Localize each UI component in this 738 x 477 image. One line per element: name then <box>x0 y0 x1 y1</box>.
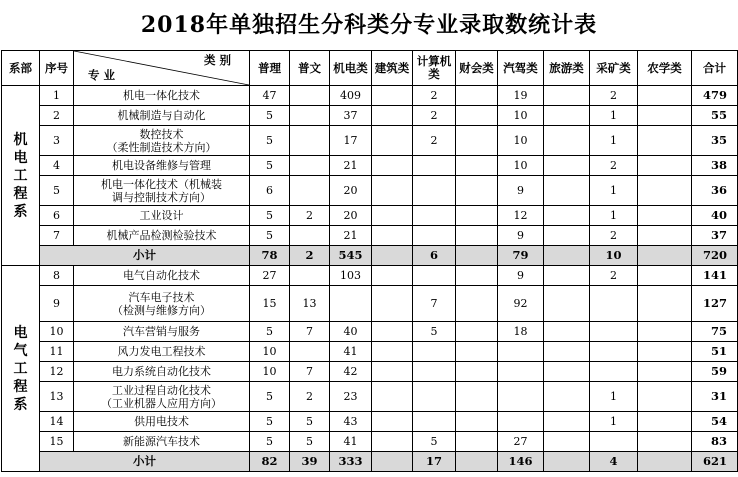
count-cell: 10 <box>498 126 544 156</box>
subtotal-cell: 39 <box>290 452 330 472</box>
count-cell <box>456 286 498 322</box>
header-col: 建筑类 <box>372 51 413 86</box>
count-cell: 1 <box>590 382 638 412</box>
table-row <box>2 432 738 452</box>
table-row <box>2 176 738 206</box>
subtotal-cell: 17 <box>413 452 456 472</box>
count-cell <box>372 342 413 362</box>
count-cell: 42 <box>330 362 372 382</box>
total-cell: 75 <box>692 322 738 342</box>
count-cell: 10 <box>250 362 290 382</box>
count-cell: 9 <box>498 266 544 286</box>
total-cell: 36 <box>692 176 738 206</box>
table-row <box>2 322 738 342</box>
subtotal-cell <box>372 452 413 472</box>
subtotal-cell: 78 <box>250 246 290 266</box>
major-line: 工业过程自动化技术 <box>112 383 211 397</box>
count-cell: 10 <box>498 156 544 176</box>
count-cell <box>456 432 498 452</box>
count-cell <box>498 382 544 412</box>
seq-cell: 15 <box>40 432 74 452</box>
subtotal-total-cell: 621 <box>692 452 738 472</box>
seq-cell: 11 <box>40 342 74 362</box>
seq-cell: 4 <box>40 156 74 176</box>
count-cell: 2 <box>290 206 330 226</box>
header-col: 机电类 <box>330 51 372 86</box>
count-cell: 5 <box>413 432 456 452</box>
count-cell <box>590 432 638 452</box>
header-col: 财会类 <box>456 51 498 86</box>
subtotal-cell <box>544 246 590 266</box>
subtotal-cell: 4 <box>590 452 638 472</box>
count-cell <box>638 176 692 206</box>
count-cell <box>456 382 498 412</box>
count-cell <box>544 206 590 226</box>
major-line: 机电一体化技术（机械装 <box>101 177 222 191</box>
major-line: 供用电技术 <box>134 415 189 428</box>
count-cell: 23 <box>330 382 372 412</box>
major-cell <box>74 176 250 206</box>
seq-cell: 8 <box>40 266 74 286</box>
count-cell: 1 <box>590 176 638 206</box>
count-cell <box>290 266 330 286</box>
subtotal-row <box>2 452 738 472</box>
count-cell <box>544 176 590 206</box>
count-cell: 5 <box>290 432 330 452</box>
dept-char: 工 <box>13 360 28 377</box>
major-line: （工业机器人应用方向） <box>101 396 222 410</box>
table-row <box>2 206 738 226</box>
count-cell <box>498 362 544 382</box>
total-cell: 141 <box>692 266 738 286</box>
major-cell <box>74 156 250 176</box>
seq-cell: 6 <box>40 206 74 226</box>
header-col: 普理 <box>250 51 290 86</box>
count-cell <box>413 156 456 176</box>
subtotal-cell: 82 <box>250 452 290 472</box>
count-cell <box>372 432 413 452</box>
count-cell: 5 <box>413 322 456 342</box>
dept-char: 程 <box>13 378 28 395</box>
count-cell <box>413 226 456 246</box>
header-diagonal-cell <box>74 51 250 86</box>
dept-char: 工 <box>13 167 28 184</box>
count-cell <box>456 86 498 106</box>
dept-char: 系 <box>13 203 28 220</box>
major-line: 机电一体化技术 <box>123 89 200 102</box>
count-cell <box>456 322 498 342</box>
count-cell: 6 <box>250 176 290 206</box>
count-cell <box>544 382 590 412</box>
count-cell <box>413 412 456 432</box>
count-cell <box>372 286 413 322</box>
total-cell: 35 <box>692 126 738 156</box>
count-cell <box>638 286 692 322</box>
count-cell: 1 <box>590 206 638 226</box>
table-row <box>2 226 738 246</box>
seq-cell: 5 <box>40 176 74 206</box>
dept-cell <box>2 266 40 472</box>
count-cell: 13 <box>290 286 330 322</box>
count-cell <box>456 266 498 286</box>
dept-char: 程 <box>13 185 28 202</box>
count-cell <box>544 432 590 452</box>
count-cell: 43 <box>330 412 372 432</box>
major-line: 工业设计 <box>139 209 184 222</box>
count-cell: 1 <box>590 126 638 156</box>
major-cell <box>74 266 250 286</box>
header-col: 农学类 <box>638 51 692 86</box>
count-cell <box>638 362 692 382</box>
major-cell <box>74 412 250 432</box>
count-cell <box>372 362 413 382</box>
count-cell: 20 <box>330 206 372 226</box>
count-cell: 20 <box>330 176 372 206</box>
count-cell: 1 <box>590 106 638 126</box>
count-cell <box>638 342 692 362</box>
count-cell: 5 <box>250 432 290 452</box>
major-line: 电力系统自动化技术 <box>112 365 211 378</box>
table-row <box>2 412 738 432</box>
count-cell <box>498 412 544 432</box>
count-cell <box>544 266 590 286</box>
count-cell <box>330 286 372 322</box>
count-cell <box>372 226 413 246</box>
dept-char: 电 <box>13 149 28 166</box>
table-body <box>2 86 738 472</box>
count-cell <box>372 176 413 206</box>
count-cell <box>544 126 590 156</box>
total-cell: 55 <box>692 106 738 126</box>
major-line: 电气自动化技术 <box>123 269 200 282</box>
major-cell <box>74 342 250 362</box>
count-cell: 37 <box>330 106 372 126</box>
subtotal-row <box>2 246 738 266</box>
total-cell: 40 <box>692 206 738 226</box>
count-cell <box>544 322 590 342</box>
count-cell <box>372 126 413 156</box>
header-major-label: 专 业 <box>88 68 116 82</box>
major-line: 风力发电工程技术 <box>117 345 206 358</box>
dept-char: 电 <box>13 324 28 341</box>
major-cell <box>74 86 250 106</box>
count-cell <box>544 106 590 126</box>
count-cell: 7 <box>290 322 330 342</box>
header-col: 普文 <box>290 51 330 86</box>
count-cell: 5 <box>250 322 290 342</box>
count-cell: 21 <box>330 156 372 176</box>
count-cell <box>290 126 330 156</box>
count-cell <box>638 156 692 176</box>
major-line: 机电设备维修与管理 <box>112 159 211 172</box>
seq-cell: 14 <box>40 412 74 432</box>
major-line: （检测与维修方向） <box>112 303 211 317</box>
admission-table <box>1 50 738 472</box>
count-cell: 12 <box>498 206 544 226</box>
count-cell <box>638 382 692 412</box>
count-cell: 5 <box>250 106 290 126</box>
header-dept: 系部 <box>2 51 40 86</box>
seq-cell: 12 <box>40 362 74 382</box>
count-cell <box>590 362 638 382</box>
count-cell: 5 <box>290 412 330 432</box>
header-col: 计算机类 <box>413 51 456 86</box>
count-cell <box>372 266 413 286</box>
table-row <box>2 156 738 176</box>
count-cell <box>638 206 692 226</box>
seq-cell: 9 <box>40 286 74 322</box>
count-cell: 19 <box>498 86 544 106</box>
header-col: 合计 <box>692 51 738 86</box>
count-cell <box>413 266 456 286</box>
subtotal-cell <box>638 452 692 472</box>
count-cell: 17 <box>330 126 372 156</box>
count-cell: 5 <box>250 156 290 176</box>
count-cell: 2 <box>413 106 456 126</box>
major-cell <box>74 226 250 246</box>
count-cell <box>544 412 590 432</box>
major-cell <box>74 432 250 452</box>
count-cell <box>544 362 590 382</box>
major-line: 汽车营销与服务 <box>123 325 200 338</box>
count-cell: 92 <box>498 286 544 322</box>
count-cell <box>372 106 413 126</box>
count-cell: 2 <box>590 156 638 176</box>
count-cell <box>290 176 330 206</box>
subtotal-label: 小计 <box>40 452 250 472</box>
table-row <box>2 266 738 286</box>
subtotal-total-cell: 720 <box>692 246 738 266</box>
subtotal-cell: 146 <box>498 452 544 472</box>
table-row <box>2 106 738 126</box>
count-cell <box>413 362 456 382</box>
header-col: 汽驾类 <box>498 51 544 86</box>
count-cell <box>498 342 544 362</box>
seq-cell: 7 <box>40 226 74 246</box>
count-cell <box>413 342 456 362</box>
major-cell <box>74 106 250 126</box>
count-cell <box>456 206 498 226</box>
subtotal-cell <box>544 452 590 472</box>
total-cell: 479 <box>692 86 738 106</box>
count-cell: 10 <box>498 106 544 126</box>
count-cell <box>638 106 692 126</box>
count-cell <box>290 342 330 362</box>
major-line: 数控技术 <box>139 127 184 141</box>
count-cell: 41 <box>330 342 372 362</box>
count-cell: 47 <box>250 86 290 106</box>
total-cell: 38 <box>692 156 738 176</box>
count-cell <box>638 86 692 106</box>
count-cell: 7 <box>413 286 456 322</box>
count-cell: 1 <box>590 412 638 432</box>
count-cell: 21 <box>330 226 372 246</box>
dept-cell <box>2 86 40 266</box>
major-line: （柔性制造技术方向） <box>106 140 217 154</box>
total-cell: 31 <box>692 382 738 412</box>
count-cell: 27 <box>498 432 544 452</box>
count-cell <box>413 382 456 412</box>
count-cell <box>638 322 692 342</box>
subtotal-cell: 6 <box>413 246 456 266</box>
header-col: 采矿类 <box>590 51 638 86</box>
total-cell: 51 <box>692 342 738 362</box>
count-cell: 40 <box>330 322 372 342</box>
count-cell <box>372 156 413 176</box>
count-cell <box>372 412 413 432</box>
major-line: 汽车电子技术 <box>128 290 195 304</box>
header-col: 旅游类 <box>544 51 590 86</box>
count-cell: 2 <box>590 266 638 286</box>
count-cell <box>413 176 456 206</box>
count-cell: 5 <box>250 206 290 226</box>
count-cell <box>290 86 330 106</box>
major-cell <box>74 322 250 342</box>
count-cell: 10 <box>250 342 290 362</box>
count-cell <box>638 226 692 246</box>
table-row <box>2 382 738 412</box>
table-row <box>2 126 738 156</box>
seq-cell: 2 <box>40 106 74 126</box>
count-cell <box>413 206 456 226</box>
count-cell <box>638 412 692 432</box>
count-cell: 41 <box>330 432 372 452</box>
seq-cell: 10 <box>40 322 74 342</box>
subtotal-cell <box>372 246 413 266</box>
count-cell <box>456 362 498 382</box>
count-cell <box>456 226 498 246</box>
count-cell: 2 <box>413 126 456 156</box>
count-cell: 5 <box>250 226 290 246</box>
count-cell <box>456 176 498 206</box>
count-cell <box>372 322 413 342</box>
count-cell: 2 <box>590 86 638 106</box>
count-cell <box>290 226 330 246</box>
count-cell <box>544 86 590 106</box>
header-category-label: 类 别 <box>203 53 231 67</box>
subtotal-cell <box>456 246 498 266</box>
total-cell: 54 <box>692 412 738 432</box>
header-row <box>2 51 738 86</box>
count-cell: 103 <box>330 266 372 286</box>
count-cell: 27 <box>250 266 290 286</box>
major-cell <box>74 382 250 412</box>
count-cell <box>638 266 692 286</box>
subtotal-cell: 10 <box>590 246 638 266</box>
count-cell <box>290 106 330 126</box>
major-line: 机械制造与自动化 <box>117 109 206 122</box>
seq-cell: 13 <box>40 382 74 412</box>
count-cell: 409 <box>330 86 372 106</box>
count-cell <box>456 156 498 176</box>
count-cell <box>290 156 330 176</box>
subtotal-cell: 545 <box>330 246 372 266</box>
count-cell: 5 <box>250 126 290 156</box>
count-cell: 7 <box>290 362 330 382</box>
dept-char: 气 <box>13 342 28 359</box>
dept-char: 机 <box>13 131 28 148</box>
total-cell: 83 <box>692 432 738 452</box>
count-cell <box>544 156 590 176</box>
count-cell <box>638 432 692 452</box>
major-line: 机械产品检测检验技术 <box>106 229 217 242</box>
count-cell <box>456 106 498 126</box>
table-row <box>2 286 738 322</box>
count-cell <box>590 322 638 342</box>
count-cell <box>544 226 590 246</box>
count-cell <box>638 126 692 156</box>
subtotal-cell: 333 <box>330 452 372 472</box>
total-cell: 59 <box>692 362 738 382</box>
total-cell: 37 <box>692 226 738 246</box>
seq-cell: 3 <box>40 126 74 156</box>
subtotal-label: 小计 <box>40 246 250 266</box>
count-cell: 2 <box>413 86 456 106</box>
count-cell <box>456 126 498 156</box>
subtotal-cell <box>638 246 692 266</box>
count-cell: 15 <box>250 286 290 322</box>
subtotal-cell: 2 <box>290 246 330 266</box>
major-cell <box>74 362 250 382</box>
seq-cell: 1 <box>40 86 74 106</box>
count-cell: 2 <box>290 382 330 412</box>
subtotal-cell <box>456 452 498 472</box>
table-row <box>2 362 738 382</box>
major-line: 调与控制技术方向） <box>112 190 211 204</box>
page-title: 2018年单独招生分科类分专业录取数统计表 <box>140 12 598 38</box>
count-cell: 5 <box>250 382 290 412</box>
major-cell <box>74 126 250 156</box>
count-cell <box>372 382 413 412</box>
count-cell: 5 <box>250 412 290 432</box>
total-cell: 127 <box>692 286 738 322</box>
count-cell <box>372 86 413 106</box>
dept-char: 系 <box>13 396 28 413</box>
count-cell <box>590 342 638 362</box>
table-row <box>2 342 738 362</box>
count-cell <box>544 286 590 322</box>
count-cell <box>590 286 638 322</box>
count-cell: 2 <box>590 226 638 246</box>
major-cell <box>74 206 250 226</box>
count-cell <box>372 206 413 226</box>
major-line: 新能源汽车技术 <box>123 435 200 448</box>
count-cell <box>456 342 498 362</box>
count-cell <box>544 342 590 362</box>
subtotal-cell: 79 <box>498 246 544 266</box>
count-cell: 9 <box>498 226 544 246</box>
count-cell <box>456 412 498 432</box>
table-row <box>2 86 738 106</box>
count-cell: 9 <box>498 176 544 206</box>
header-seq: 序号 <box>40 51 74 86</box>
major-cell <box>74 286 250 322</box>
count-cell: 18 <box>498 322 544 342</box>
